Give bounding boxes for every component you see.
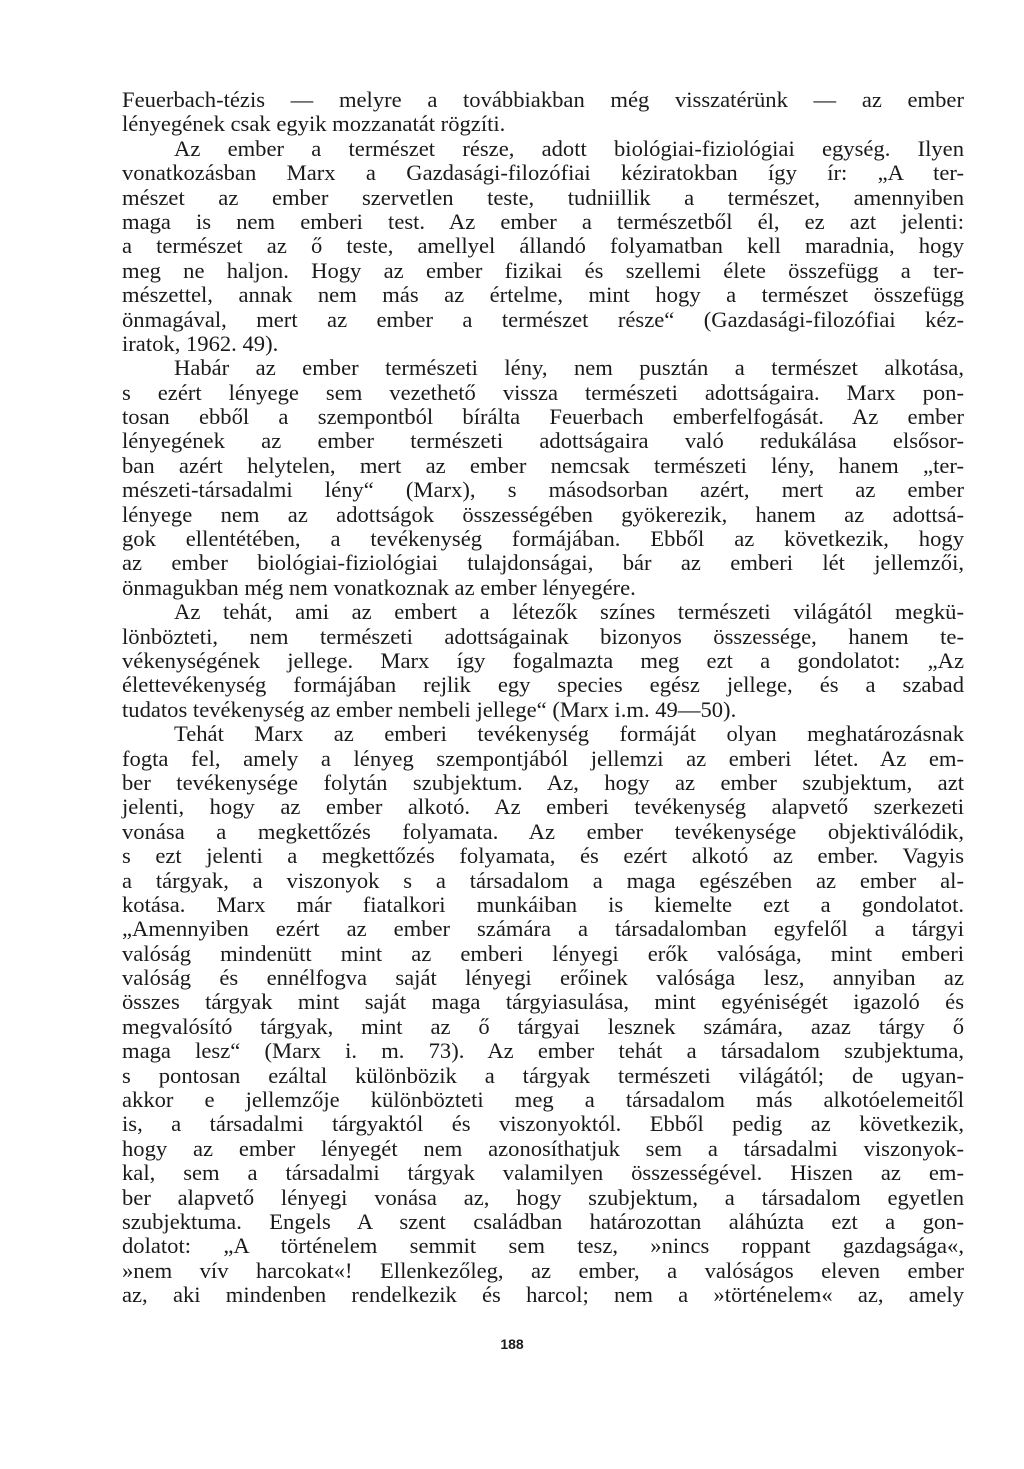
text-line: gok ellentétében, a tevékenység formájában. Ebből az következik, hogy [122,526,964,552]
text-line: mészeti-társadalmi lény“ (Marx), s másodsorban azért, mert az ember [122,477,964,503]
text-line: Tehát Marx az emberi tevékenység formáját olyan meghatározásnak [174,721,964,747]
text-line: Az ember a természet része, adott biológiai-fiziológiai egység. Ilyen [174,135,964,161]
text-line: is, a társadalmi tárgyaktól és viszonyoktól. Ebből pedig az következik, [122,1111,964,1137]
text-line: szubjektuma. Engels A szent családban határozottan aláhúzta ezt a gon- [122,1208,964,1234]
text-line: Feuerbach-tézis — melyre a továbbiakban még visszatérünk — az ember [122,87,964,112]
text-line: az, aki mindenben rendelkezik és harcol; nem a »történelem« az, amely [122,1282,964,1308]
text-line: kotása. Marx már fiatalkori munkáiban is kiemelte ezt a gondolatot. [122,891,964,917]
text-line: vonatkozásban Marx a Gazdasági-filozófiai kéziratokban így ír: „A ter- [122,160,964,186]
text-line: valóság mindenütt mint az emberi lényegi erők valósága, mint emberi [122,940,964,966]
text-line: mészet az ember szervetlen teste, tudniillik a természet, amennyiben [122,184,964,210]
text-line: kal, sem a társadalmi tárgyak valamilyen összességével. Hiszen az em- [122,1160,964,1186]
text-line: s pontosan ezáltal különbözik a tárgyak természeti világától; de ugyan- [122,1062,964,1088]
text-line: fogta fel, amely a lényeg szempontjából jellemzi az emberi létet. Az em- [122,745,964,771]
text-line: összes tárgyak mint saját maga tárgyiasulása, mint egyéniségét igazoló és [122,989,964,1015]
text-line: vékenységének jellege. Marx így fogalmazta meg ezt a gondolatot: „Az [122,647,964,673]
text-line: önmagukban még nem vonatkoznak az ember lényegére. [122,574,636,600]
text-line: „Amennyiben ezért az ember számára a társadalomban egyfelől a tárgyi [122,916,964,942]
text-line: a tárgyak, a viszonyok s a társadalom a maga egészében az ember al- [122,867,964,893]
text-line: tosan ebből a szempontból bírálta Feuerbach emberfelfogását. Az ember [122,404,964,430]
text-line: a természet az ő teste, amellyel állandó folyamatban kell maradnia, hogy [122,233,964,259]
text-line: tudatos tevékenység az ember nembeli jellege“ (Marx i.m. 49—50). [122,696,737,722]
text-line: az ember biológiai-fiziológiai tulajdonságai, bár az emberi lét jellemzői, [122,550,964,576]
page-number: 188 [500,1336,524,1352]
text-line: jelenti, hogy az ember alkotó. Az emberi tevékenység alapvető szerkezeti [122,794,964,820]
text-line: akkor e jellemzője különbözteti meg a társadalom más alkotóelemeitől [122,1087,964,1113]
text-line: valóság és ennélfogva saját lényegi erőinek valósága lesz, annyiban az [122,965,964,991]
text-line: »nem vív harcokat«! Ellenkezőleg, az ember, a valóságos eleven ember [122,1257,964,1283]
text-line: mészettel, annak nem más az értelme, mint hogy a természet összefügg [122,282,964,308]
text-line: s ezért lényege sem vezethető vissza természeti adottságaira. Marx pon- [122,379,964,405]
text-line: Az tehát, ami az embert a létezők színes természeti világától megkü- [174,599,964,625]
text-line: lényegének csak egyik mozzanatát rögzíti. [122,111,506,137]
text-line: ban azért helytelen, mert az ember nemcsak természeti lény, hanem „ter- [122,452,964,478]
text-line: hogy az ember lényegét nem azonosíthatjuk sem a társadalmi viszonyok- [122,1135,964,1161]
text-line: lönbözteti, nem természeti adottságainak bizonyos összessége, hanem te- [122,623,964,649]
text-line: megvalósító tárgyak, mint az ő tárgyai lesznek számára, azaz tárgy ő [122,1013,964,1039]
text-line: iratok, 1962. 49). [122,330,279,356]
text-line: ber alapvető lényegi vonása az, hogy szubjektum, a társadalom egyetlen [122,1184,964,1210]
text-line: dolatot: „A történelem semmit sem tesz, »nincs roppant gazdagsága«, [122,1233,964,1259]
text-line: vonása a megkettőzés folyamata. Az ember tevékenysége objektiválódik, [122,818,964,844]
text-line: élettevékenység formájában rejlik egy species egész jellege, és a szabad [122,672,964,698]
text-line: s ezt jelenti a megkettőzés folyamata, és ezért alkotó az ember. Vagyis [122,843,964,869]
body-text [122,88,964,1308]
text-line: lényege nem az adottságok összességében gyökerezik, hanem az adottsá- [122,501,964,527]
text-line: ber tevékenysége folytán szubjektum. Az, hogy az ember szubjektum, azt [122,769,964,795]
text-line: önmagával, mert az ember a természet része“ (Gazdasági-filozófiai kéz- [122,306,964,332]
text-line: Habár az ember természeti lény, nem pusztán a természet alkotása, [174,355,964,381]
text-line: lényegének az ember természeti adottságaira való redukálása elsősor- [122,428,964,454]
text-line: maga lesz“ (Marx i. m. 73). Az ember tehát a társadalom szubjektuma, [122,1038,964,1064]
text-line: maga is nem emberi test. Az ember a természetből él, ez azt jelenti: [122,208,964,234]
text-line: meg ne haljon. Hogy az ember fizikai és szellemi élete összefügg a ter- [122,257,964,283]
